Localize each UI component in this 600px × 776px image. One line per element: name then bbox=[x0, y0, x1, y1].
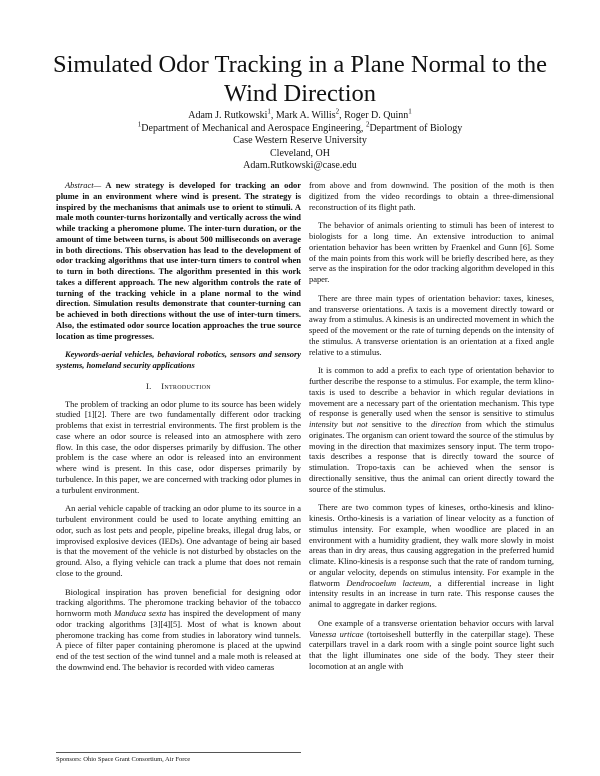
department-1: Department of Mechanical and Aerospace Engineering, bbox=[141, 122, 366, 134]
text-run: It is common to add a prefix to each type of orientation behavior to further describe the response to a stimulus. For example, the term klino-taxis is used to describe a behavior in which regular deviations in movement are a necessary part of the orientation mechanism. This type of response is generally used when the sensor is sensitive to stimulus bbox=[309, 365, 554, 419]
species-name: Manduca sexta bbox=[114, 608, 167, 618]
paragraph: The behavior of animals orienting to stimuli has been of interest to biologists for a long time. An extensive introduction to animal orientation behavior has been written by Fraenkel and Gunn [6]. Some of the main points from this work will be briefly described here, as they serve as the inspiration for the odor tracking algorithm developed in this paper. bbox=[309, 220, 554, 284]
department-2: Department of Biology bbox=[369, 122, 463, 134]
paragraph bbox=[309, 502, 554, 610]
text-run: There are two common types of kineses, ortho-kinesis and klino-kinesis. Ortho-kinesis is a variation of linear velocity as a function of stimulus intensity. For example, when woodlice are placed in an environment with a humidity gradient, they walk more slowly in moist areas than in dry areas, thus causing aggregation in the preferred humid climate. Klino-kinesis is a response such that the rate of random turning, or angular velocity, depends on stimulus intensity. For example in the flatworm bbox=[309, 502, 554, 588]
paragraph: There are three main types of orientation behavior: taxes, kineses, and transverse orientations. A taxis is a movement directly toward or away from a stimulus. A kinesis is an undirected movement in which the speed of the movement or the rate of turning depends on the intensity of the stimulus. A transverse orientation is an orientation at a fixed angle relative to a stimulus. bbox=[309, 292, 554, 357]
email[interactable]: Adam.Rutkowski@case.edu bbox=[243, 160, 357, 172]
section-title: Introduction bbox=[161, 380, 211, 391]
affiliation-mark: 2 bbox=[365, 120, 370, 129]
species-name: Vanessa urticae bbox=[309, 628, 364, 639]
section-numeral: I. bbox=[146, 380, 152, 391]
left-column bbox=[56, 180, 301, 681]
paragraph: The problem of tracking an odor plume to its source has been widely studied [1][2]. There are two fundamentally different odor tracking problems that exist in terrestrial environments. The first problem is the case where an odor source is released into an atmosphere with zero flow. In this case, the odor disperses primarily by diffusion. The other problem is the case where an odor is released into an environment where wind is present. In this case, odor disperses primarily by turbulence. In this paper, we are concerned with tracking odor plumes in a turbulent environment. bbox=[56, 398, 301, 495]
author-block bbox=[60, 107, 540, 173]
paragraph: from above and from downwind. The position of the moth is then digitized from the video recordings to obtain a three-dimensional reconstruction of its flight path. bbox=[309, 180, 554, 212]
author-names bbox=[60, 107, 540, 123]
footnote: Sponsors: Ohio Space Grant Consortium, Air Force bbox=[56, 752, 301, 764]
text-run: sensitive to the bbox=[367, 419, 431, 429]
author-name: Adam J. Rutkowski bbox=[188, 110, 268, 121]
affiliation-mark: 1 bbox=[267, 107, 271, 116]
text-run: (tortoiseshell butterfly in the caterpillar stage). These caterpillars travel in a dark room with a single point source light such that the light illuminates one side of the body. They steer their locomotion at an angle with bbox=[309, 628, 554, 671]
text-run: , a differential increase in light intensity results in an increase in turn rate. This response causes the animal to aggregate in darker regions. bbox=[309, 577, 554, 609]
abstract-lead: Abstract— bbox=[65, 180, 102, 190]
text-run: has inspired the development of many odor tracking algorithms [3][4][5]. Most of what is known about pheromone tracking has come from studies in laboratory wind tunnels. A piece of filter paper containing pheromone is placed at the upwind end of the test section of the wind tunnel and a male moth is released at the downwind end. The behavior is recorded with video cameras bbox=[56, 608, 301, 672]
author-separator: , bbox=[339, 110, 345, 121]
text-run: but bbox=[337, 419, 357, 429]
text-run: Biological inspiration has proven beneficial for designing odor tracking algorithms. The pheromone tracking behavior of the tobacco hornworm moth bbox=[56, 586, 301, 618]
section-heading bbox=[56, 381, 301, 392]
author-name: Mark A. Willis bbox=[275, 110, 336, 121]
affiliation-mark: 1 bbox=[137, 120, 142, 129]
right-column bbox=[309, 180, 554, 680]
species-name: Dendrocoelum lacteum bbox=[346, 577, 430, 588]
paragraph bbox=[309, 618, 554, 672]
paragraph bbox=[56, 587, 301, 673]
text-run: from which the stimulus originates. The organism can orient toward the source of the stimulus by moving in the direction that maximizes sensory input. The term tropo-taxis describes a response that is directly toward the source of stimulation. Tropo-taxis can be achieved when the sensor is directionally sensitive, thus the animal can orient directly toward the source of the stimulus. bbox=[309, 419, 554, 494]
author-separator: , bbox=[270, 110, 276, 121]
abstract bbox=[56, 180, 301, 341]
paper-title: Simulated Odor Tracking in a Plane Normal to the Wind Direction bbox=[52, 51, 548, 107]
text-run: One example of a transverse orientation behavior occurs with larval bbox=[318, 617, 554, 628]
affiliation-mark: 1 bbox=[408, 107, 412, 116]
paragraph: An aerial vehicle capable of tracking an odor plume to its source in a turbulent environment could be used to locate anything emitting an odor, such as lost pets and people, pipeline breaks, illegal drug labs, or improvised explosive devices (IEDs). One advantage of being air based is that the movement of the vehicle is not disturbed by obstacles on the ground. Also, a flying vehicle can track a plume that does not remain close to the ground. bbox=[56, 503, 301, 578]
keywords: Keywords-aerial vehicles, behavioral robotics, sensors and sensory systems, homeland security applications bbox=[56, 349, 301, 370]
university: Case Western Reserve University bbox=[233, 135, 367, 147]
affiliation-mark: 2 bbox=[335, 107, 340, 116]
affiliations bbox=[60, 120, 540, 136]
emphasis: intensity bbox=[309, 419, 338, 429]
emphasis: direction bbox=[430, 419, 462, 429]
abstract-text: A new strategy is developed for tracking an odor plume in an environment where wind is present. The strategy is inspired by the mechanisms that animals use to orient to stimuli. A male moth counter-turns horizontally and vertically across the wind while tracking a pheromone plume. The inter-turn duration, or the amount of time between turns, is about 500 milliseconds on average in both directions. This observation has lead to the development of odor tracking algorithms that use inter-turn timers to control when to turn in both directions. The algorithm presented in this work takes a different approach. The new algorithm controls the rate of turning of the tracking vehicle in a plane normal to the wind direction. Simulation results demonstrate that counter-turning can be achieved in both directions without the use of inter-turn timers. Also, the estimated odor source location approaches the true source location as time progresses. bbox=[56, 180, 301, 341]
author-name: Roger D. Quinn bbox=[344, 110, 409, 121]
city: Cleveland, OH bbox=[270, 147, 330, 159]
paragraph bbox=[309, 365, 554, 494]
emphasis: not bbox=[356, 419, 368, 429]
